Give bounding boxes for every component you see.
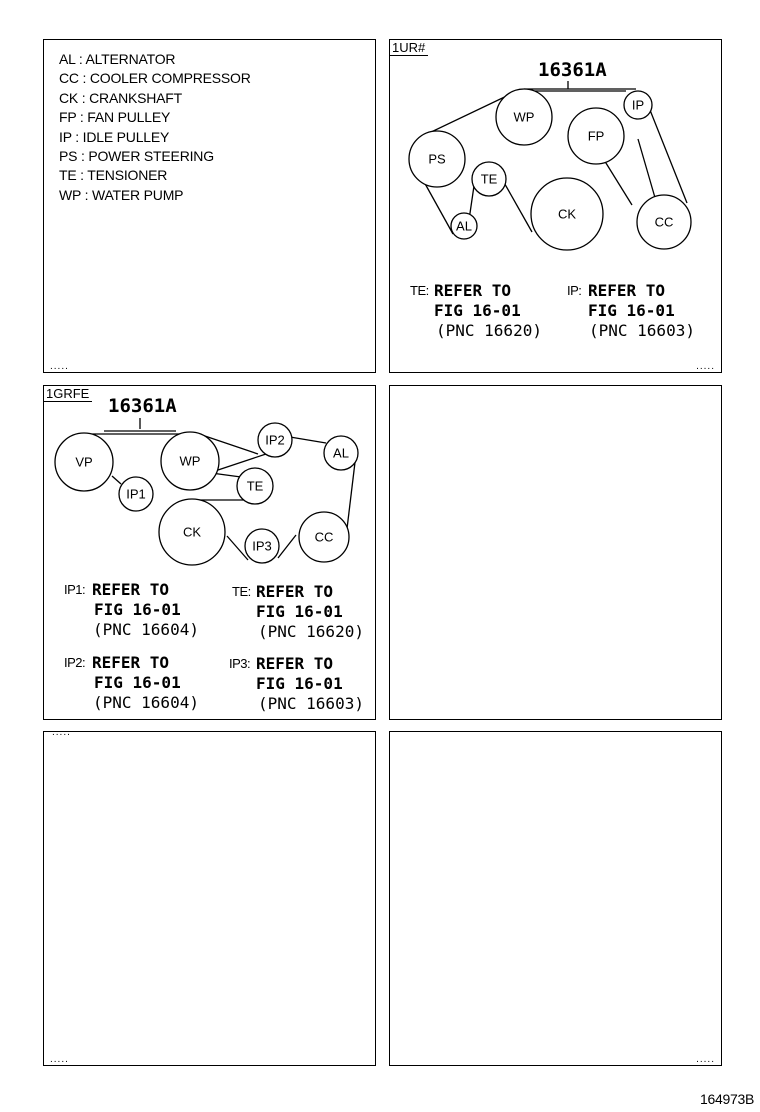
pulley-label-te: TE [480, 171, 498, 187]
note-line: REFER TO [256, 654, 334, 673]
belt-diagram-1grfe [43, 385, 376, 720]
note-line: REFER TO [92, 653, 170, 672]
corner-mark: ..... [696, 361, 715, 372]
pulley-label-ck: CK [182, 524, 202, 540]
corner-mark: ..... [50, 361, 69, 372]
note-line: FIG 16-01 [94, 600, 181, 619]
engine-tag: 1GRFE [44, 386, 92, 402]
note-line: REFER TO [92, 580, 170, 599]
pulley-label-ip1: IP1 [126, 486, 146, 502]
note-line: FIG 16-01 [588, 301, 675, 320]
corner-mark: ..... [52, 727, 71, 738]
note-line: REFER TO [588, 281, 666, 300]
pulley-label-wp: WP [179, 453, 201, 469]
note-line: (PNC 16620) [258, 622, 364, 641]
engine-tag: 1UR# [390, 40, 428, 56]
legend-entry: WP : WATER PUMP [59, 186, 184, 203]
empty-panel [43, 727, 376, 1066]
belt-diagram-1ur [389, 39, 722, 373]
pulley-label-ps: PS [428, 151, 446, 167]
note-line: REFER TO [434, 281, 512, 300]
legend-panel [43, 39, 376, 373]
abbreviation-legend [59, 50, 251, 205]
note-line: (PNC 16603) [258, 694, 364, 713]
corner-mark: ..... [696, 1054, 715, 1065]
note-line: FIG 16-01 [256, 602, 343, 621]
pulley-label-cc: CC [314, 529, 334, 545]
note-line: FIG 16-01 [434, 301, 521, 320]
pulley-label-ck: CK [557, 206, 577, 222]
legend-entry: TE : TENSIONER [59, 167, 168, 184]
pulley-label-fp: FP [587, 128, 605, 144]
note-code: TE: [410, 283, 429, 298]
legend-entry: FP : FAN PULLEY [59, 109, 171, 126]
note-line: (PNC 16604) [93, 693, 199, 712]
pulley-label-te: TE [246, 478, 264, 494]
note-code: IP3: [229, 656, 251, 671]
part-number-label: 16361A [108, 395, 177, 417]
pulley-label-wp: WP [513, 109, 535, 125]
pulley-label-al: AL [456, 218, 472, 234]
legend-entry: PS : POWER STEERING [59, 148, 214, 165]
empty-panel [389, 385, 722, 720]
legend-entry: CC : COOLER COMPRESSOR [59, 70, 251, 87]
note-line: FIG 16-01 [256, 674, 343, 693]
note-line: (PNC 16620) [436, 321, 542, 340]
figure-number: 164973B [700, 1091, 754, 1107]
pulley-label-ip: IP [631, 97, 645, 113]
note-line: REFER TO [256, 582, 334, 601]
note-code: IP2: [64, 655, 86, 670]
part-leader-line [524, 81, 636, 89]
empty-panel [389, 731, 722, 1066]
corner-mark: ..... [50, 1054, 69, 1065]
pulley-label-cc: CC [654, 214, 674, 230]
part-number-label: 16361A [538, 59, 607, 81]
legend-entry: IP : IDLE PULLEY [59, 128, 170, 145]
part-leader-line [104, 418, 176, 431]
note-line: (PNC 16603) [589, 321, 695, 340]
note-line: FIG 16-01 [94, 673, 181, 692]
legend-entry: AL : ALTERNATOR [59, 51, 176, 67]
note-line: (PNC 16604) [93, 620, 199, 639]
note-code: IP: [567, 283, 582, 298]
note-code: TE: [232, 584, 251, 599]
pulley-label-ip3: IP3 [252, 538, 272, 554]
pulley-label-al: AL [333, 445, 349, 461]
pulley-label-ip2: IP2 [265, 432, 285, 448]
note-code: IP1: [64, 582, 86, 597]
legend-entry: CK : CRANKSHAFT [59, 89, 183, 106]
pulley-label-vp: VP [75, 454, 93, 470]
